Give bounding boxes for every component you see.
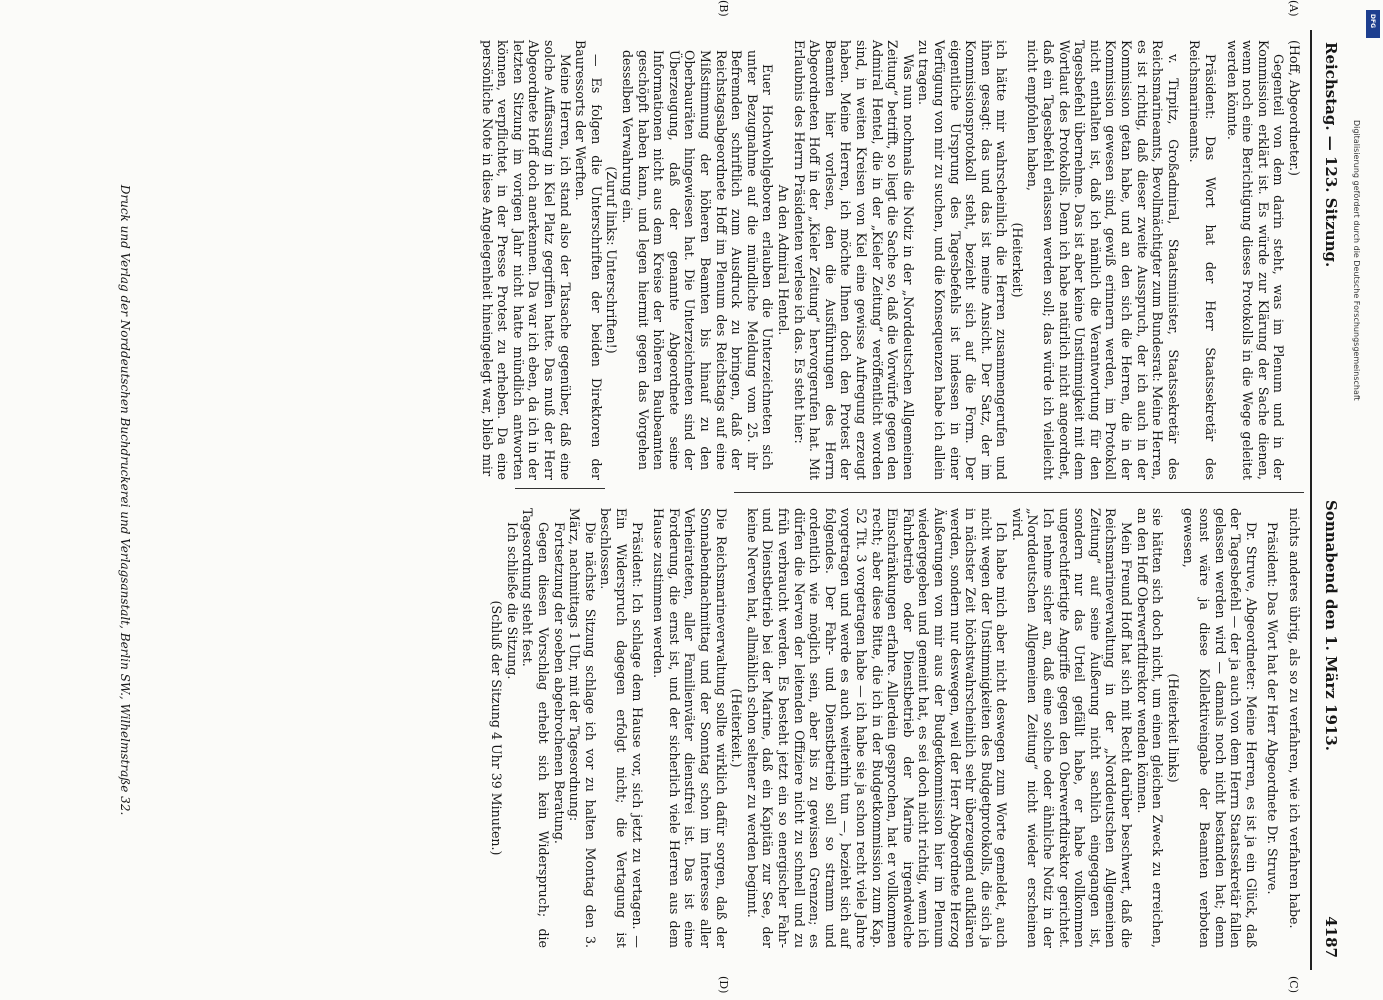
- paragraph: ich hätte mir wahrscheinlich die Herren zusammengerufen und ihnen gesagt: das und das ist meine Ansicht. Der Satz, der im Kommissionsprotokoll steht, bezieht sich auf die Form. Der eigentliche Ursprung des Tagesbefehls ist indessen in einer Verfügung von mir zu suchen, und die Konsequenzen habe ich allein zu tragen.: [916, 40, 1010, 480]
- paragraph: Meine Herren, ich stand also der Tatsache gegenüber, daß eine solche Auffassung in Kiel Platz gegriffen hatte. Das muß der Herr Abgeordnete Hoff doch anerkennen. Da war ich eben, da ich in der letzten Sitzung im vorigen Jahr nicht hatte mündlich antworten können, verpflichtet, in der Presse Protest zu erheben. Da eine persönliche Note in diese Angelegenheit hineingelegt war, blieb mir: [479, 40, 573, 480]
- interjection: (Zuruf links: Unterschriften!): [604, 166, 620, 354]
- letter-body: Euer Hochwohlgeboren erlauben die Unterzeichneten sich unter Bezugnahme auf die mündliche Meldung vom 25. ihr Befremden schriftlich zum Ausdruck zu bringen, daß der Reichstagsabgeordnete Hoff im Plenum des Reichstags auf eine Mißstimmung der höheren Beamten bis hinauf zu den Oberbauräten hingewiesen hat. Die Unterzeichneten sind der Überzeugung, daß der genannte Abgeordnete seine Informationen nicht aus dem Kreise der höheren Baubeamten geschöpft haben kann, und legen hiermit gegen das Vorgehen desselben Verwahrung ein.: [620, 50, 776, 470]
- paragraph: Die nächste Sitzung schlage ich vor zu halten Montag den 3. März, nachmittags 1 Uhr, mit der Tagesordnung:: [567, 508, 598, 948]
- rotated-page-content: [40, 0, 1340, 994]
- dfg-logo-text: DFG: [1369, 14, 1376, 29]
- margin-marker-a: (A): [1287, 0, 1300, 17]
- paragraph: — Es folgen die Unterschriften der beiden Direktoren der Bauressorts der Werften.: [573, 40, 604, 480]
- paragraph: Was nun nochmals die Notiz in der „Norddeutschen Allgemeinen Zeitung“ betrifft, so liegt die Sache so, daß die Vorwürfe gegen den Admiral Hentel, die in der „Kieler Zeitung“ veröffentlicht worden sind, in weiten Kreisen von Kiel eine gewisse Aufregung erzeugt haben. Meine Herren, ich möchte Ihnen doch den Protest der Beamten hier vorlesen, den die Ausführungen des Herrn Abgeordneten Hoff in der „Kieler Zeitung“ hervorgerufen hat. Mit Erlaubnis des Herrn Präsidenten verlese ich das. Es steht hier:: [791, 40, 916, 480]
- right-column: [489, 508, 1302, 948]
- page-number: 4187: [1322, 916, 1340, 958]
- paragraph: Präsident: Das Wort hat der Herr Abgeordnete Dr. Struve.: [1265, 522, 1281, 895]
- paragraph: sie hätten sich doch nicht, um einen gleichen Zweck zu erreichen, an den Hoff Oberwerftdirektor wenden können.: [1134, 508, 1166, 948]
- running-header-right: Sonnabend den 1. März 1913.: [1322, 500, 1340, 751]
- column-divider: [734, 492, 1304, 493]
- paragraph: Gegen diesen Vorschlag erhebt sich kein Widerspruch; die Tagesordnung steht fest.: [520, 508, 552, 948]
- paragraph: Dr. Struve, Abgeordneter: Meine Herren, es ist ja ein Glück, daß der Tagesbefehl — der ja auch von dem Herrn Staatssekretär fallen gelassen werden wird — damals noch nicht bestanden hat; denn sonst wäre ja diese Kollektiveingabe der Beamten verboten gewesen,: [1181, 508, 1259, 948]
- paragraph: v. Tirpitz, Großadmiral, Staatsminister, Staatssekretär des Reichsmarineamts, Bevollmächtigter zum Bundesrat: Meine Herren, es ist richtig, daß dieser zweite Ausspruch, der ich auch in der Kommission getan habe, und an den sich die Herren, die in der Kommission gewesen sind, gewiß erinnern werden, im Protokoll nicht enthalten ist, daß ich nämlich die Verantwortung für den Tagesbefehl übernehme. Das ist aber keine Unstimmigkeit mit dem Wortlaut des Protokolls. Denn ich habe natürlich nicht angeordnet, daß ein Tagesbefehl erlassen werden soll; das würde ich vielleicht nicht empfohlen haben,: [1025, 40, 1181, 480]
- header-rule: [1310, 30, 1312, 970]
- dfg-logo: [1366, 10, 1380, 38]
- margin-marker-b: (B): [717, 0, 730, 17]
- margin-marker-d: (D): [717, 976, 730, 994]
- paragraph: Ich habe mich aber nicht deswegen zum Worte gemeldet, auch nicht wegen der Unstimmigkeiten des Budgetprotokolls, die sich ja in nächster Zeit höchstwahrscheinlich sehr überzeugend aufklären werden, sondern nur deswegen, weil der Herr Abgeordnete Herzog Äußerungen von mir aus der Budgetkommission hier im Plenum wiedergegeben und gemeint hat, es sei doch nicht richtig, wenn ich Fahrbetrieb oder Dienstbetrieb der Marine irgendwelche Einschränkungen erfahre. Allerdein gesprochen, hat er vollkommen recht; aber diese Bitte, die ich in der Budgetkommission zum Kap. 52 Tit. 3 vorgetragen habe — ich habe sie ja schon recht viele Jahre vorgetragen und werde es auch weiterhin tun —, bezieht sich auf folgendes. Der Fahr- und Dienstbetrieb soll so stramm und ordentlich wie möglich sein, aber bis zu gewissen Grenzen; es dürfen die Nerven der leitenden Offiziere nicht zu schnell und zu früh verbraucht werden. Es besteht jetzt ein so energischer Fahr- und Dienstbetrieb bei der Marine, daß ein Kapitän zur See, der keine Nerven hat, allmählich schon seltener zu werden beginnt.: [744, 508, 1010, 948]
- paragraph: Präsident: Ich schlage dem Hause vor, sich jetzt zu vertagen. — Ein Widerspruch dagegen erfolgt nicht; die Vertagung ist beschlossen.: [598, 508, 645, 948]
- paragraph: Mein Freund Hoff hat sich mit Recht darüber beschwert, daß die Reichsmarineverwaltung in der „Norddeutschen Allgemeinen Zeitung“ auf seine Äußerung nicht sachlich eingegangen ist, sondern nur das Urteil gefällt habe, er habe vollkommen ungerechtfertigte Angriffe gegen den Oberwerftdirektor gerichtet. Ich nehme sicher an, daß eine solche oder ähnliche Notiz in der „Norddeutschen Allgemeinen Zeitung“ nicht wieder erscheinen wird.: [1009, 508, 1135, 948]
- paragraph: nichts anderes übrig, als so zu verfahren, wie ich verfahren habe.: [1287, 508, 1302, 929]
- interjection: (Heiterkeit links): [1165, 673, 1181, 783]
- letter-heading: An den Admiral Hentel.: [776, 184, 791, 336]
- left-column: [479, 40, 1302, 480]
- printer-imprint: Druck und Verlag der Norddeutschen Buchdruckerei und Verlagsanstalt, Berlin SW., Wilhelmstraße 32.: [118, 184, 132, 816]
- digitization-credit: [1352, 120, 1362, 680]
- interjection: (Heiterkeit): [1009, 222, 1025, 298]
- paragraph: Die Reichsmarineverwaltung sollte wirklich dafür sorgen, daß der Sonnabendnachmittag und der Sonntag schon im Interesse aller Verheirateten, aller Familienväter dienstfrei ist. Das ist eine Forderung, die ernst ist, und der sicherlich viele Herren aus dem Hause zustimmen werden.: [651, 508, 729, 948]
- paragraph: Ich schließe die Sitzung.: [504, 522, 520, 680]
- speaker-continuation: (Hoff, Abgeordneter.): [1287, 40, 1302, 176]
- digitization-credit-text: Digitalisierung gefördert durch die Deutsche Forschungsgemeinschaft: [1352, 120, 1361, 401]
- session-end-note: (Schluß der Sitzung 4 Uhr 39 Minuten.): [489, 600, 505, 856]
- short-rule: [515, 488, 605, 489]
- agenda-item: Fortsetzung der soeben abgebrochenen Beratung.: [551, 522, 567, 844]
- margin-marker-c: (C): [1287, 976, 1300, 993]
- paragraph: Gegenteil von dem darin steht, was im Plenum und in der Kommission erklärt ist. Es würde zur Klärung der Sache dienen, wenn noch eine Berichtigung dieses Protokolls in die Wege geleitet werden könnte.: [1224, 40, 1287, 480]
- paragraph: Präsident: Das Wort hat der Herr Staatssekretär des Reichsmarineamts.: [1187, 40, 1219, 480]
- interjection: (Heiterkeit.): [729, 688, 745, 768]
- running-header-left: Reichstag. — 123. Sitzung.: [1322, 42, 1340, 268]
